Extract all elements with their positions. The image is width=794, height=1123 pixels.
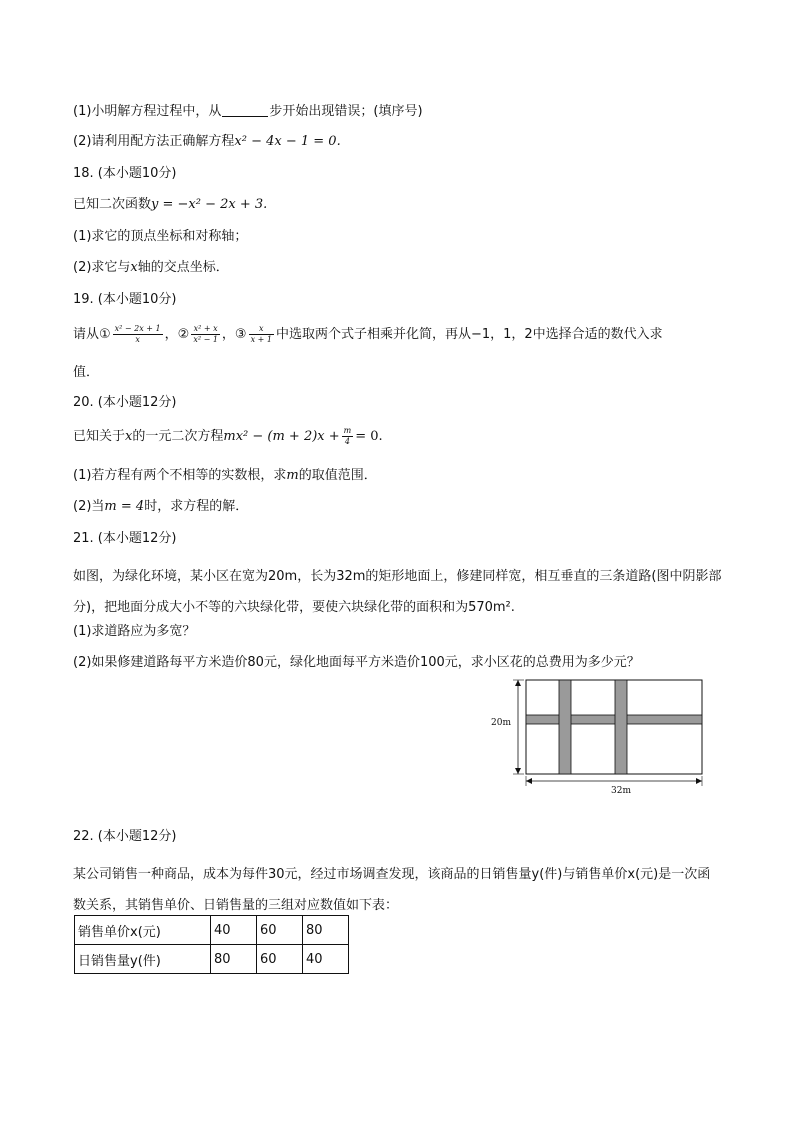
q20-equation-end: = 0. <box>355 429 383 444</box>
q17-part1-text: (1)小明解方程过程中，从 <box>73 104 222 119</box>
width-label: 20m <box>491 718 511 728</box>
q20-var-x: x <box>125 429 133 444</box>
fraction-2-numerator: x² + x <box>191 324 220 335</box>
q21-part1: (1)求道路应为多宽？ <box>73 624 196 639</box>
table-cell: 80 <box>303 916 349 945</box>
q17-part1 <box>73 104 423 120</box>
q20-var-m: m <box>286 468 299 483</box>
q20-text-2: 的一元二次方程 <box>132 429 224 444</box>
q19-text-1: 请从① <box>73 327 111 342</box>
vertical-road-left <box>559 680 571 774</box>
q18-part2-text: (2)求它与 <box>73 260 131 275</box>
q20-part2-text: (2)当 <box>73 499 105 514</box>
table-row <box>75 945 349 974</box>
table-cell: 60 <box>257 945 303 974</box>
q20-heading: 20. (本小题12分) <box>73 395 177 410</box>
arrow-right-icon <box>696 778 702 784</box>
fraction-2-denominator: x² − 1 <box>193 335 218 344</box>
q19-separator-2: ，③ <box>221 327 247 342</box>
q21-part2: (2)如果修建道路每平方米造价80元，绿化地面每平方米造价100元，求小区花的总费用为多少元？ <box>73 655 640 670</box>
q18-part2-text-end: 轴的交点坐标． <box>137 260 229 275</box>
q22-stem: 某公司销售一种商品，成本为每件30元，经过市场调查发现，该商品的日销售量y(件)与销售单价x(元)是一次函数关系，其销售单价、日销售量的三组对应数值如下表： <box>73 867 711 913</box>
q20-text-1: 已知关于 <box>73 429 126 444</box>
q18-part2 <box>73 260 229 276</box>
table-cell: 80 <box>211 945 257 974</box>
q19-stem <box>73 322 663 348</box>
price-sales-table <box>74 915 349 974</box>
q17-part2-text: (2)请利用配方法正确解方程 <box>73 134 235 149</box>
q18-var-x: x <box>130 260 138 275</box>
vertical-road-right <box>615 680 627 774</box>
road-diagram <box>484 672 706 796</box>
q21-heading: 21. (本小题12分) <box>73 531 177 546</box>
q20-part1-text-end: 的取值范围． <box>298 468 377 483</box>
q19-separator-1: ，② <box>164 327 190 342</box>
q19-text-2: 中选取两个式子相乘并化简，再从−1，1，2中选择合适的数代入求 <box>275 327 663 342</box>
q22-heading: 22. (本小题12分) <box>73 829 177 844</box>
q19-heading: 19. (本小题10分) <box>73 292 177 307</box>
fraction-1 <box>113 324 163 345</box>
q20-part2-text-end: 时，求方程的解． <box>144 499 249 514</box>
q18-part1: (1)求它的顶点坐标和对称轴； <box>73 229 248 244</box>
fraction-4-numerator: m <box>343 426 352 435</box>
q17-equation: x² − 4x − 1 = 0. <box>234 134 341 149</box>
q18-stem-text: 已知二次函数 <box>73 197 152 212</box>
answer-blank <box>222 104 268 117</box>
fraction-3-numerator: x <box>249 324 274 335</box>
table-row-header: 日销售量y(件) <box>75 945 211 974</box>
q20-condition: m = 4 <box>104 499 145 514</box>
q18-heading: 18. (本小题10分) <box>73 166 177 181</box>
fraction-3-denominator: x + 1 <box>250 335 272 344</box>
fraction-4 <box>342 426 354 447</box>
table-row-header: 销售单价x(元) <box>75 916 211 945</box>
fraction-4-denominator: 4 <box>344 437 351 446</box>
q21-stem: 如图，为绿化环境，某小区在宽为20m，长为32m的矩形地面上，修建同样宽，相互垂直的三条道路(图中阴影部分)，把地面分成大小不等的六块绿化带，要使六块绿化带的面积和为570m². <box>73 569 722 615</box>
table-row <box>75 916 349 945</box>
arrow-left-icon <box>526 778 532 784</box>
q19-stem-end: 值． <box>73 365 100 380</box>
arrow-down-icon <box>515 768 521 774</box>
length-label: 32m <box>611 786 631 796</box>
fraction-1-denominator: x <box>135 335 140 344</box>
table-cell: 40 <box>211 916 257 945</box>
q20-stem <box>73 424 383 450</box>
arrow-up-icon <box>515 680 521 686</box>
q20-equation: mx² − (m + 2)x + <box>223 429 340 444</box>
q20-part1 <box>73 468 377 484</box>
fraction-1-numerator: x² − 2x + 1 <box>114 324 161 333</box>
horizontal-road <box>526 715 702 724</box>
q18-function: y = −x² − 2x + 3. <box>151 197 268 212</box>
field-rectangle <box>526 680 702 774</box>
q20-part2 <box>73 499 248 515</box>
fraction-3 <box>249 324 274 345</box>
q17-part2 <box>73 134 341 150</box>
fraction-2 <box>191 324 220 345</box>
q17-part1-text-end: 步开始出现错误；(填序号) <box>269 104 423 119</box>
q20-part1-text: (1)若方程有两个不相等的实数根，求 <box>73 468 287 483</box>
table-cell: 60 <box>257 916 303 945</box>
table-cell: 40 <box>303 945 349 974</box>
q18-stem <box>73 197 267 213</box>
